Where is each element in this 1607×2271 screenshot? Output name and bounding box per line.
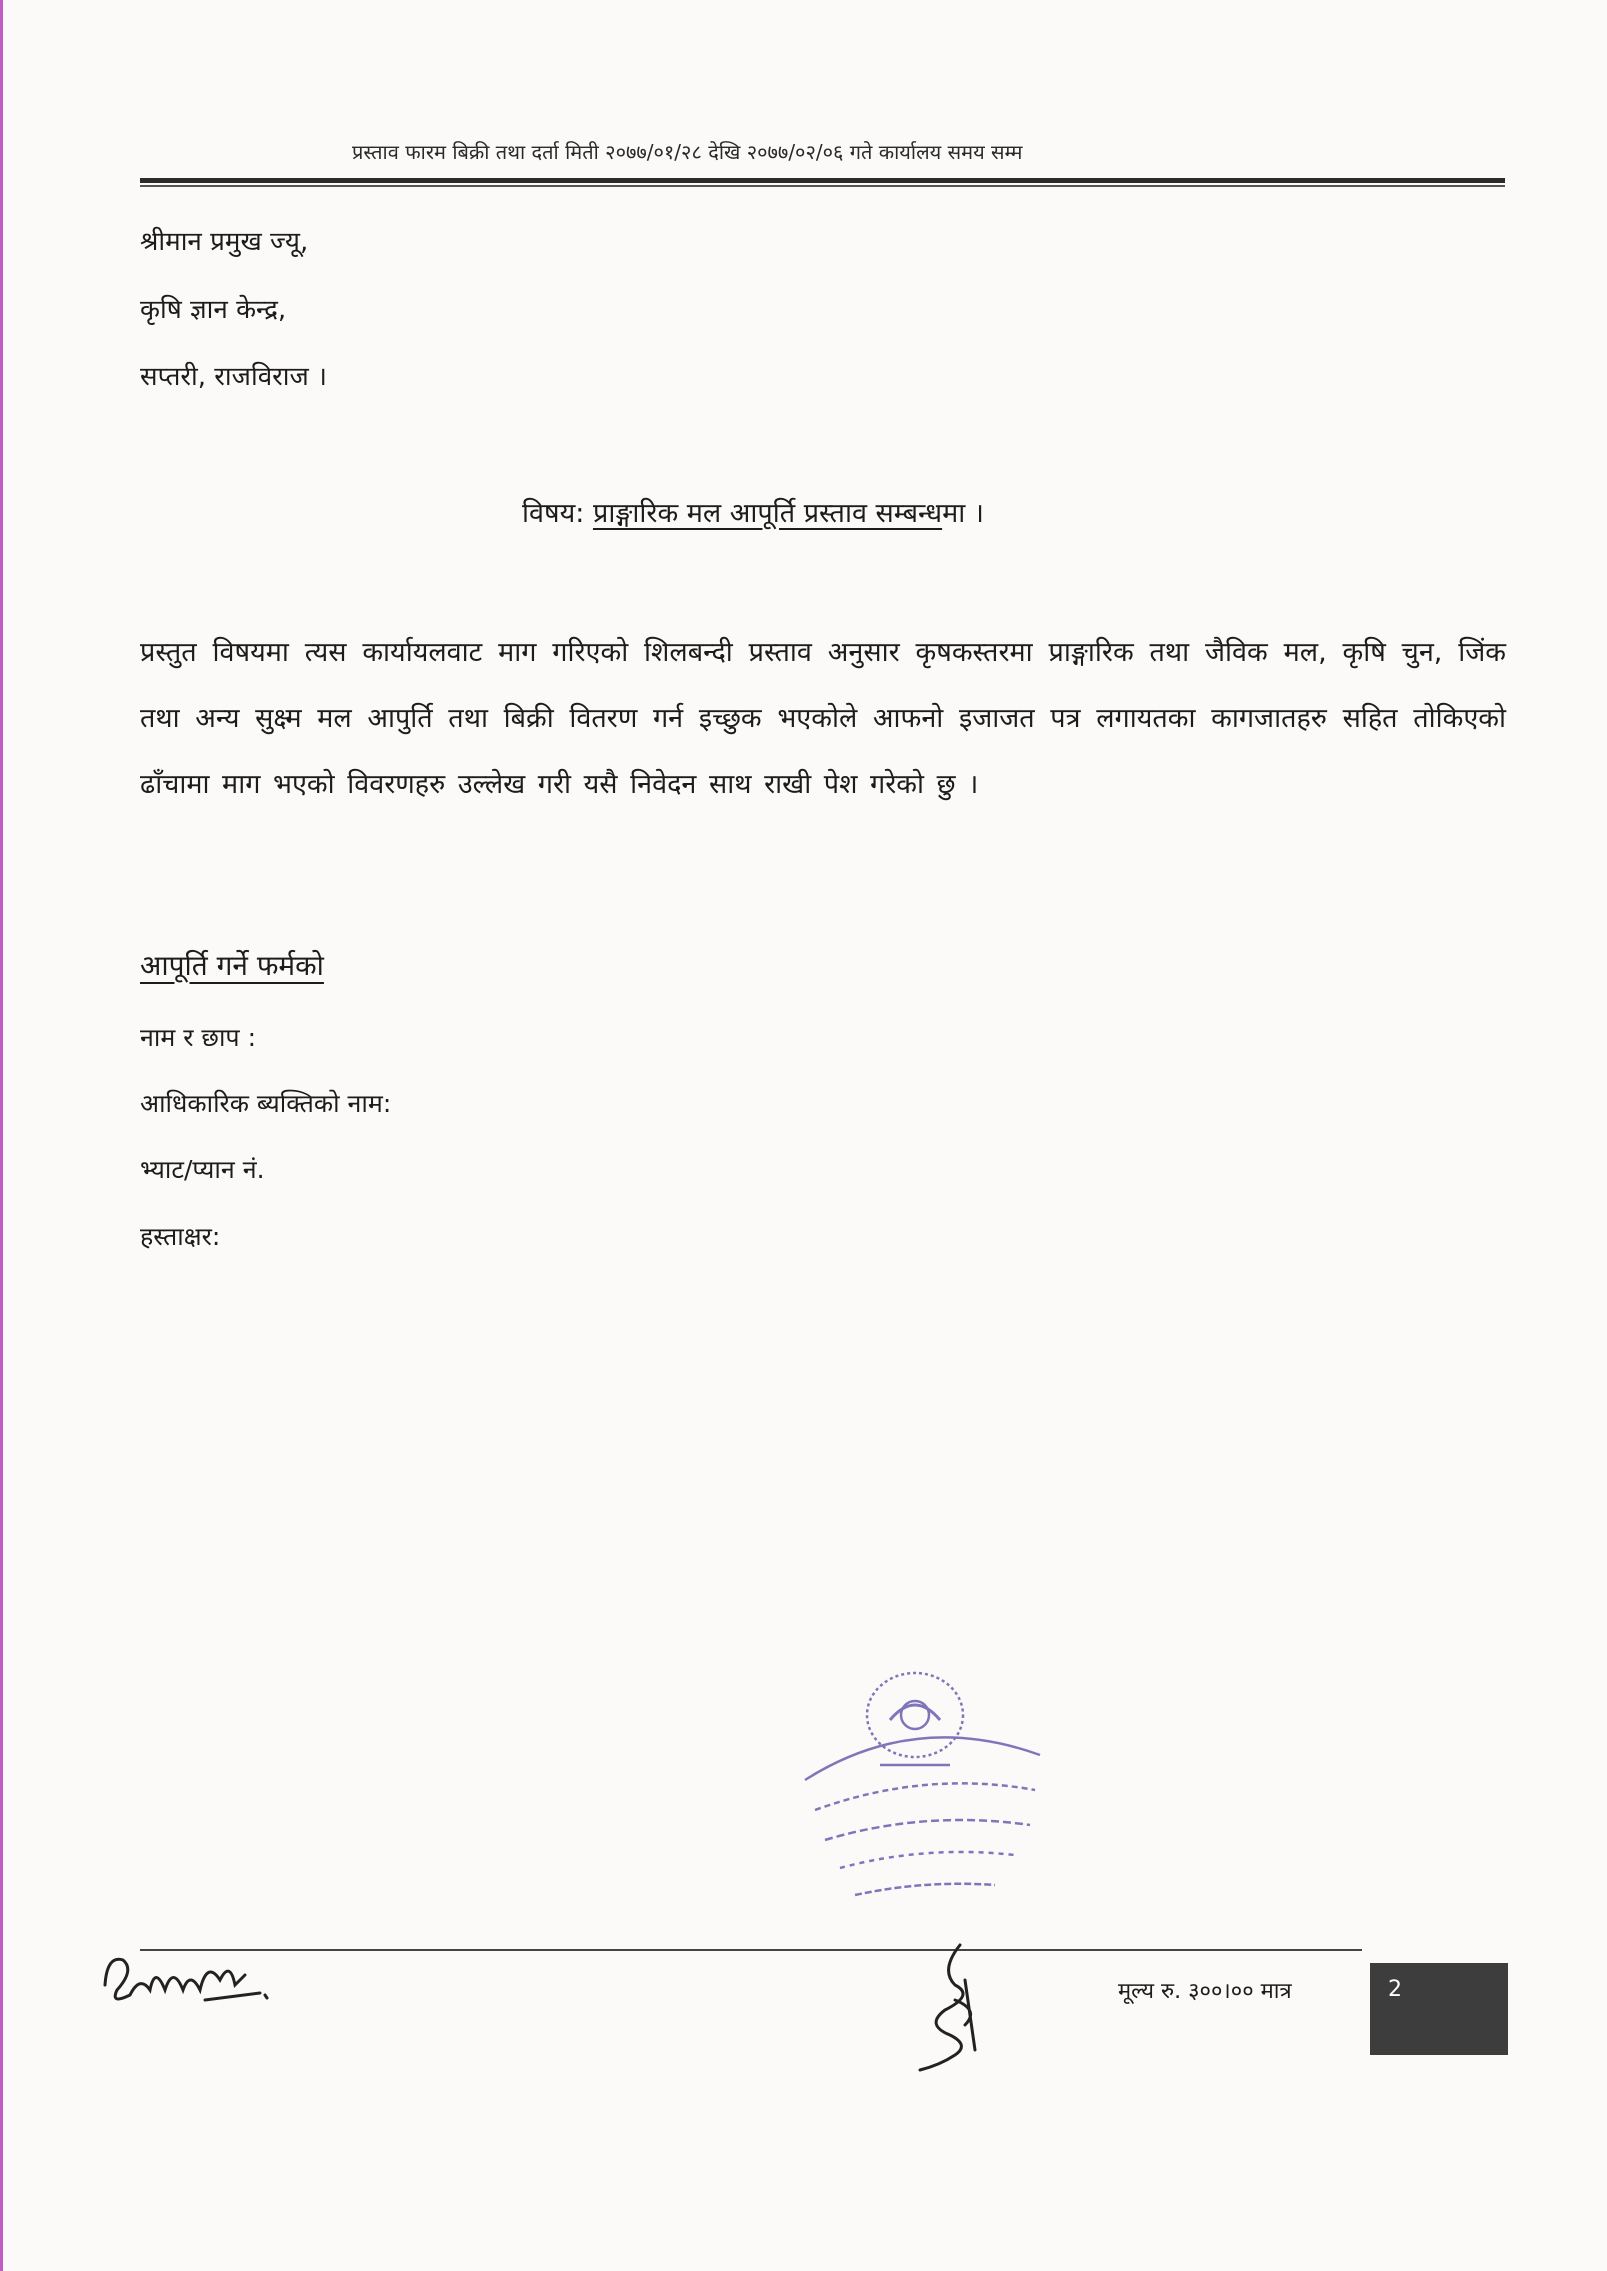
body-paragraph: प्रस्तुत विषयमा त्यस कार्यायलवाट माग गरिएको शिलबन्दी प्रस्ताव अनुसार कृषकस्तरमा प्राङ्गारिक तथा जैविक मल, कृषि चुन, जिंक तथा अन्य सुक्ष्म मल आपुर्ति तथा बिक्री वितरण गर्न इच्छुक भएकोले आफनो इजाजत पत्र लगायतका कागजातहरु सहित तोकिएको ढाँचामा माग भएको विवरणहरु उल्लेख गरी यसै निवेदन साथ राखी पेश गरेको छु । (140, 637, 1506, 800)
field-vat-pan: भ्याट/प्यान नं. (140, 1155, 265, 1184)
address-line-2: कृषि ज्ञान केन्द्र, (140, 295, 287, 325)
page-number-box (1370, 1963, 1508, 2055)
header-rule-thick (140, 178, 1505, 183)
header-rule-thin (140, 185, 1505, 187)
handwritten-signature-center (905, 1940, 1010, 2075)
page-left-edge (0, 0, 3, 2271)
firm-heading: आपूर्ति गर्ने फर्मको (140, 949, 324, 982)
handwritten-signature-left (95, 1935, 305, 2025)
subject-suffix: मा । (942, 498, 985, 529)
page-number: 2 (1388, 1977, 1402, 2002)
address-line-3: सप्तरी, राजविराज । (140, 362, 327, 392)
office-seal-stamp (785, 1660, 1075, 1930)
footer-rule (140, 1949, 1362, 1951)
field-signature: हस्ताक्षर: (140, 1222, 221, 1251)
subject-text: प्राङ्गारिक मल आपूर्ति प्रस्ताव सम्बन्ध (592, 498, 943, 529)
header-notice: प्रस्ताव फारम बिक्री तथा दर्ता मिती २०७७/०१/२८ देखि २०७७/०२/०६ गते कार्यालय समय सम्म (352, 140, 1023, 164)
field-authorized-person: आधिकारिक ब्यक्तिको नाम: (140, 1089, 392, 1118)
field-name-stamp: नाम र छाप : (140, 1023, 256, 1052)
subject-label: विषय: (522, 498, 585, 529)
form-price: मूल्य रु. ३००।०० मात्र (1118, 1979, 1292, 2004)
address-line-1: श्रीमान प्रमुख ज्यू, (140, 227, 309, 257)
subject-line (522, 493, 984, 530)
